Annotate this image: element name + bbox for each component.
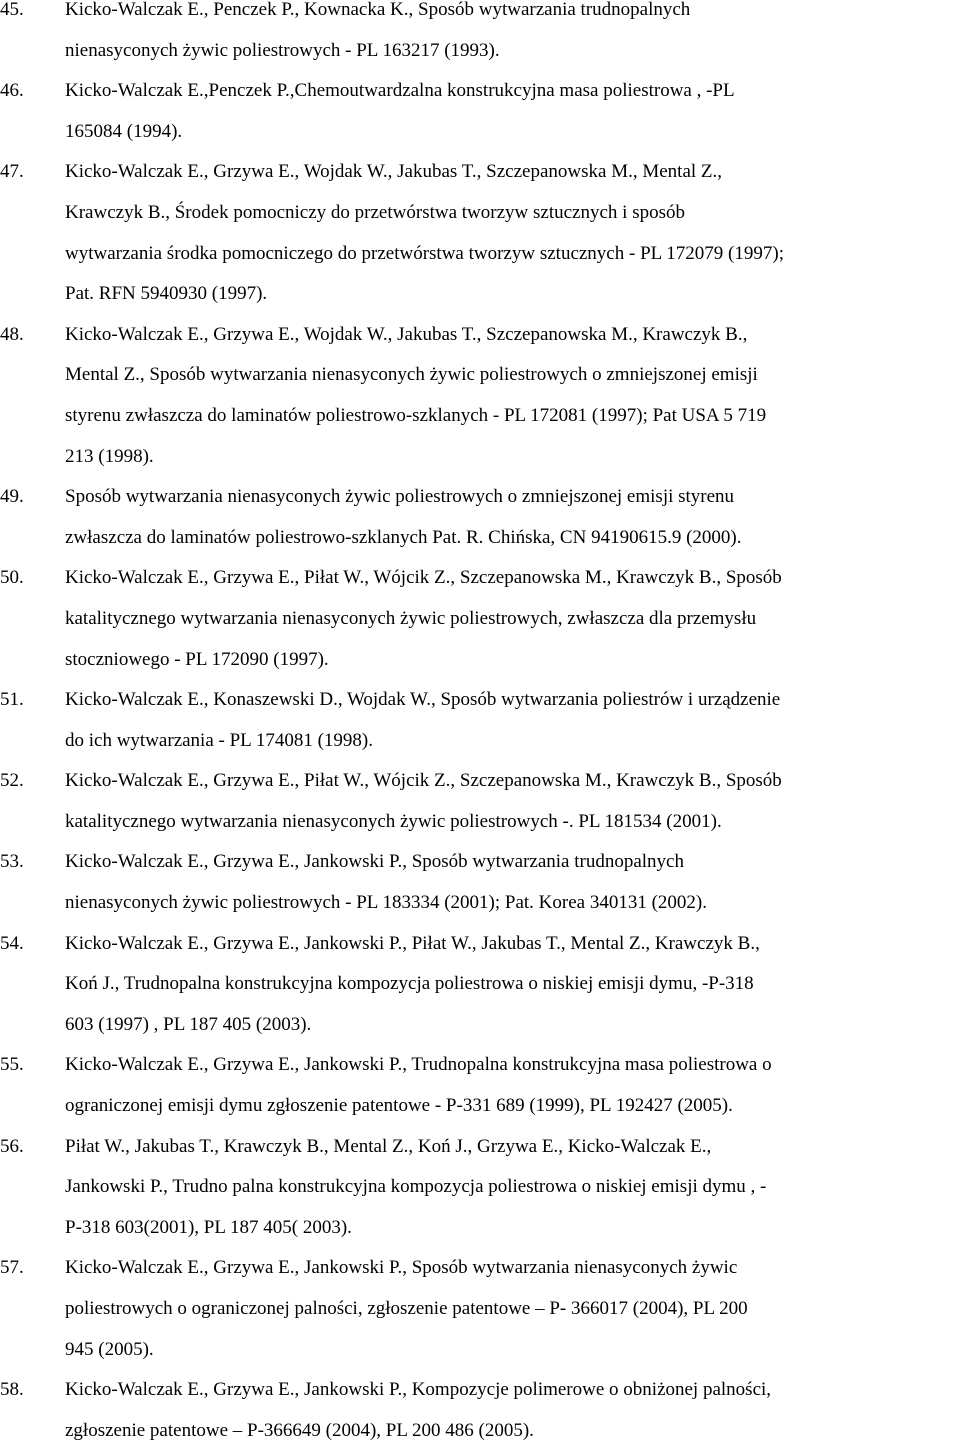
reference-text bbox=[65, 1045, 960, 1126]
reference-item bbox=[0, 1248, 960, 1370]
reference-number: 57. bbox=[0, 1257, 24, 1279]
reference-line: zwłaszcza do laminatów poliestrowo-szklanych Pat. R. Chińska, CN 94190615.9 (2000). bbox=[65, 526, 742, 548]
reference-line: Piłat W., Jakubas T., Krawczyk B., Mental Z., Koń J., Grzywa E., Kicko-Walczak E., bbox=[65, 1135, 712, 1157]
reference-line: Kicko-Walczak E., Penczek P., Kownacka K., Sposób wytwarzania trudnopalnych bbox=[65, 0, 691, 20]
reference-text bbox=[65, 152, 960, 314]
reference-number: 58. bbox=[0, 1379, 24, 1401]
reference-text bbox=[65, 1127, 960, 1249]
reference-line: Kicko-Walczak E., Grzywa E., Wojdak W., Jakubas T., Szczepanowska M., Krawczyk B., bbox=[65, 323, 748, 345]
reference-line: Kicko-Walczak E., Grzywa E., Jankowski P., Sposób wytwarzania trudnopalnych bbox=[65, 851, 684, 873]
reference-item bbox=[0, 1127, 960, 1249]
reference-line: nienasyconych żywic poliestrowych - PL 163217 (1993). bbox=[65, 39, 500, 61]
reference-line: katalitycznego wytwarzania nienasyconych żywic poliestrowych, zwłaszcza dla przemysłu bbox=[65, 607, 757, 629]
reference-line: Kicko-Walczak E., Grzywa E., Jankowski P., Trudnopalna konstrukcyjna masa poliestrowa o bbox=[65, 1054, 772, 1076]
reference-line: do ich wytwarzania - PL 174081 (1998). bbox=[65, 729, 373, 751]
reference-text bbox=[65, 477, 960, 558]
reference-number: 51. bbox=[0, 689, 24, 711]
reference-number: 54. bbox=[0, 932, 24, 954]
reference-line: 945 (2005). bbox=[65, 1338, 154, 1360]
reference-line: Koń J., Trudnopalna konstrukcyjna kompozycja poliestrowa o niskiej emisji dymu, -P-318 bbox=[65, 973, 754, 995]
reference-number: 46. bbox=[0, 80, 24, 102]
reference-line: poliestrowych o ograniczonej palności, zgłoszenie patentowe – P- 366017 (2004), PL 200 bbox=[65, 1298, 748, 1319]
reference-text bbox=[65, 0, 960, 71]
reference-line: Sposób wytwarzania nienasyconych żywic poliestrowych o zmniejszonej emisji styrenu bbox=[65, 486, 735, 508]
reference-text bbox=[65, 71, 960, 152]
reference-item bbox=[0, 315, 960, 477]
reference-number: 47. bbox=[0, 161, 24, 183]
reference-item bbox=[0, 0, 960, 71]
reference-line: nienasyconych żywic poliestrowych - PL 183334 (2001); Pat. Korea 340131 (2002). bbox=[65, 892, 707, 914]
reference-number: 50. bbox=[0, 567, 24, 589]
reference-line: zgłoszenie patentowe – P-366649 (2004), PL 200 486 (2005). bbox=[65, 1419, 534, 1441]
reference-line: ograniczonej emisji dymu zgłoszenie patentowe - P-331 689 (1999), PL 192427 (2005). bbox=[65, 1095, 733, 1117]
reference-number: 56. bbox=[0, 1135, 24, 1157]
reference-item bbox=[0, 152, 960, 314]
reference-line: Kicko-Walczak E., Konaszewski D., Wojdak W., Sposób wytwarzania poliestrów i urządzenie bbox=[65, 689, 781, 711]
reference-text bbox=[65, 1370, 960, 1451]
reference-line: Kicko-Walczak E., Grzywa E., Wojdak W., Jakubas T., Szczepanowska M., Mental Z., bbox=[65, 161, 723, 183]
reference-line: styrenu zwłaszcza do laminatów poliestrowo-szklanych - PL 172081 (1997); Pat USA 5 719 bbox=[65, 404, 767, 426]
reference-item bbox=[0, 842, 960, 923]
reference-text bbox=[65, 924, 960, 1046]
reference-item bbox=[0, 1370, 960, 1451]
reference-number: 53. bbox=[0, 851, 24, 873]
reference-text bbox=[65, 1248, 960, 1370]
reference-line: Kicko-Walczak E., Grzywa E., Jankowski P., Sposób wytwarzania nienasyconych żywic bbox=[65, 1257, 738, 1279]
reference-item bbox=[0, 477, 960, 558]
reference-text bbox=[65, 315, 960, 477]
reference-line: Krawczyk B., Środek pomocniczy do przetwórstwa tworzyw sztucznych i sposób bbox=[65, 201, 685, 223]
reference-text bbox=[65, 680, 960, 761]
reference-line: stoczniowego - PL 172090 (1997). bbox=[65, 648, 329, 670]
reference-line: Jankowski P., Trudno palna konstrukcyjna kompozycja poliestrowa o niskiej emisji dymu , - bbox=[65, 1176, 767, 1198]
reference-number: 49. bbox=[0, 486, 24, 508]
reference-item bbox=[0, 558, 960, 680]
reference-number: 52. bbox=[0, 770, 24, 792]
reference-line: 603 (1997) , PL 187 405 (2003). bbox=[65, 1013, 312, 1035]
reference-line: Kicko-Walczak E., Grzywa E., Jankowski P., Kompozycje polimerowe o obniżonej palności, bbox=[65, 1379, 772, 1401]
reference-line: katalitycznego wytwarzania nienasyconych żywic poliestrowych -. PL 181534 (2001). bbox=[65, 810, 722, 832]
reference-line: 165084 (1994). bbox=[65, 120, 183, 142]
reference-line: 213 (1998). bbox=[65, 445, 154, 467]
reference-number: 55. bbox=[0, 1054, 24, 1076]
reference-line: wytwarzania środka pomocniczego do przetwórstwa tworzyw sztucznych - PL 172079 (1997); bbox=[65, 242, 784, 264]
reference-text bbox=[65, 761, 960, 842]
reference-line: Kicko-Walczak E., Grzywa E., Piłat W., Wójcik Z., Szczepanowska M., Krawczyk B., Sposób bbox=[65, 567, 782, 589]
reference-item bbox=[0, 680, 960, 761]
reference-item bbox=[0, 924, 960, 1046]
reference-item bbox=[0, 1045, 960, 1126]
reference-number: 45. bbox=[0, 0, 24, 20]
reference-line: Kicko-Walczak E., Grzywa E., Piłat W., Wójcik Z., Szczepanowska M., Krawczyk B., Sposób bbox=[65, 770, 782, 792]
reference-item bbox=[0, 761, 960, 842]
reference-line: Kicko-Walczak E., Grzywa E., Jankowski P., Piłat W., Jakubas T., Mental Z., Krawczyk B., bbox=[65, 932, 760, 954]
reference-text bbox=[65, 842, 960, 923]
reference-item bbox=[0, 71, 960, 152]
reference-line: P-318 603(2001), PL 187 405( 2003). bbox=[65, 1216, 352, 1238]
reference-text bbox=[65, 558, 960, 680]
reference-number: 48. bbox=[0, 323, 24, 345]
reference-line: Kicko-Walczak E.,Penczek P.,Chemoutwardzalna konstrukcyjna masa poliestrowa , -PL bbox=[65, 80, 735, 102]
reference-line: Pat. RFN 5940930 (1997). bbox=[65, 283, 268, 305]
reference-line: Mental Z., Sposób wytwarzania nienasyconych żywic poliestrowych o zmniejszonej emisji bbox=[65, 364, 758, 386]
